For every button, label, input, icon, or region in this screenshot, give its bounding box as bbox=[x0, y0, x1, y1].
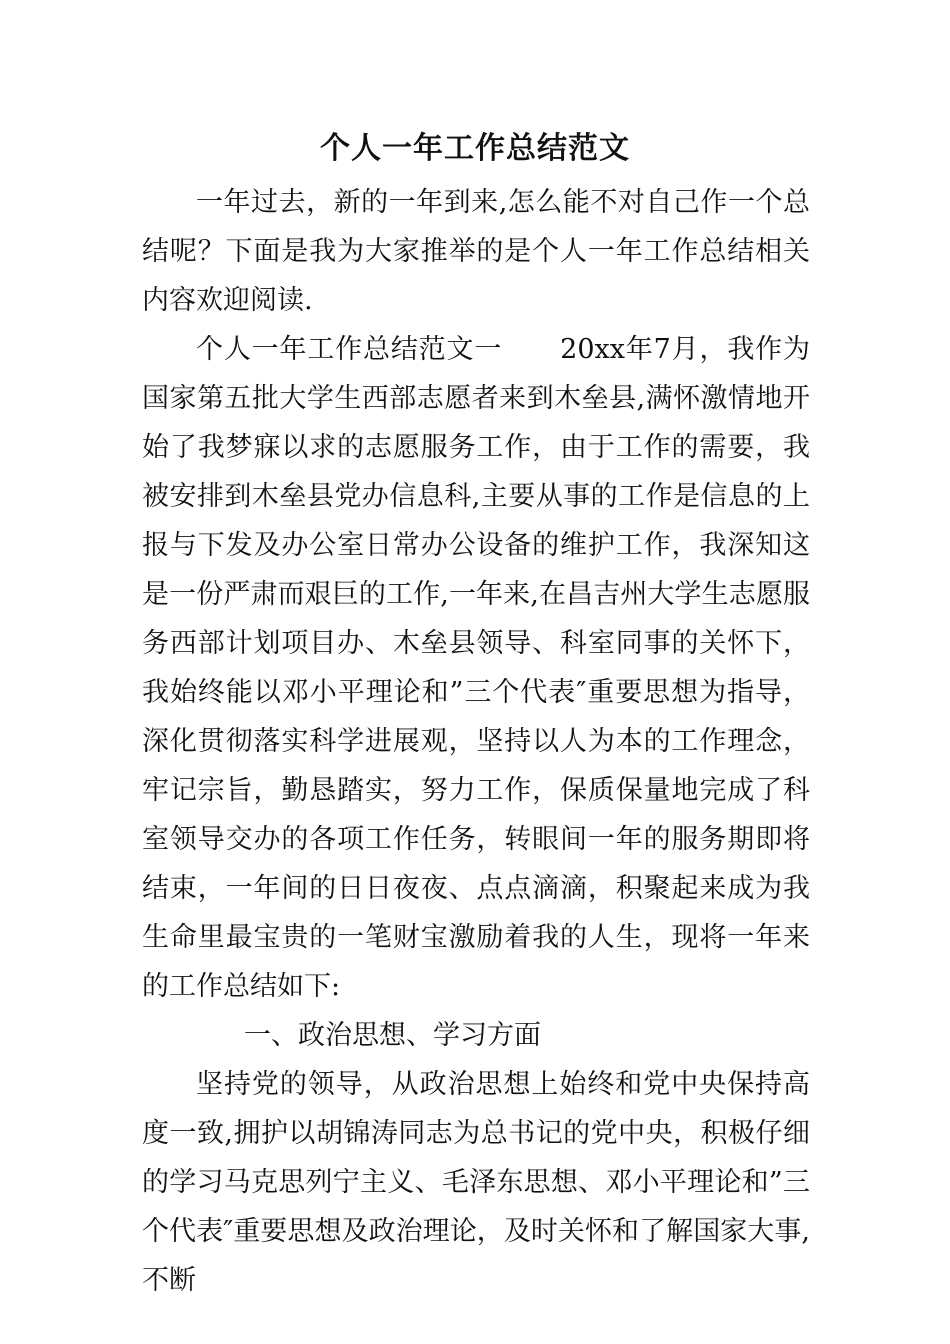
politics-paragraph: 坚持党的领导，从政治思想上始终和党中央保持高度一致,拥护以胡锦涛同志为总书记的党中央，积极仔细的学习马克思列宁主义、毛泽东思想、邓小平理论和”三个代表″重要思想及政治理论，及时关怀和了解国家大事,不断 bbox=[142, 1069, 810, 1296]
section-heading: 一、政治思想、学习方面 bbox=[244, 1020, 541, 1051]
intro-paragraph: 一年过去，新的一年到来,怎么能不对自己作一个总结呢？下面是我为大家推举的是个人一年工作总结相关内容欢迎阅读. bbox=[142, 187, 810, 316]
section-paragraph bbox=[142, 325, 810, 1011]
section-body: 20xx年7月，我作为国家第五批大学生西部志愿者来到木垒县,满怀激情地开始了我梦寐以求的志愿服务工作，由于工作的需要，我被安排到木垒县党办信息科,主要从事的工作是信息的上报与下发及办公室日常办公设备的维护工作，我深知这是一份严肃而艰巨的工作,一年来,在昌吉州大学生志愿服务西部计划项目办、木垒县领导、科室同事的关怀下，我始终能以邓小平理论和”三个代表″重要思想为指导，深化贯彻落实科学进展观，坚持以人为本的工作理念，牢记宗旨，勤恳踏实，努力工作，保质保量地完成了科室领导交办的各项工作任务，转眼间一年的服务期即将结束，一年间的日日夜夜、点点滴滴，积聚起来成为我生命里最宝贵的一笔财宝激励着我的人生，现将一年来的工作总结如下: bbox=[142, 334, 810, 1002]
section-lead: 个人一年工作总结范文一 bbox=[196, 334, 503, 365]
document-title: 个人一年工作总结范文 bbox=[320, 131, 630, 166]
document-body bbox=[142, 178, 810, 1305]
